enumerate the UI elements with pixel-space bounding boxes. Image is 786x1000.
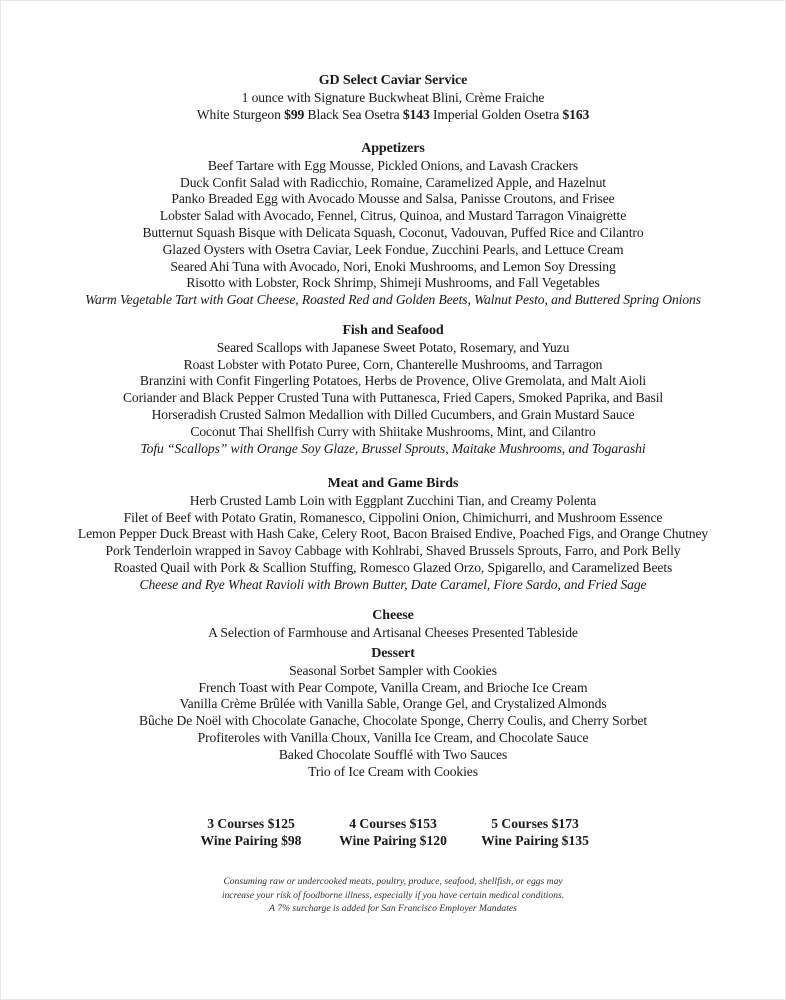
meat-section xyxy=(1,476,785,594)
caviar-description: 1 ounce with Signature Buckwheat Blini, Crème Fraiche xyxy=(241,89,545,105)
menu-item: Pork Tenderloin wrapped in Savoy Cabbage with Kohlrabi, Shaved Brussels Sprouts, Farro, and Pork Belly xyxy=(105,543,681,559)
fish-section xyxy=(1,323,785,457)
menu-item: Panko Breaded Egg with Avocado Mousse and Salsa, Panisse Croutons, and Frisee xyxy=(171,191,615,207)
menu-item: Seasonal Sorbet Sampler with Cookies xyxy=(289,662,497,678)
caviar-options xyxy=(1,107,785,124)
section-title: GD Select Caviar Service xyxy=(318,73,468,88)
wine-pairing-price: Wine Pairing $98 xyxy=(200,832,302,848)
section-title: Meat and Game Birds xyxy=(327,476,459,491)
menu-item: Coriander and Black Pepper Crusted Tuna with Puttanesca, Fried Capers, Smoked Paprika, and Basil xyxy=(122,390,664,406)
caviar-option-name: Black Sea Osetra xyxy=(307,106,400,122)
vegetarian-menu-item: Tofu “Scallops” with Orange Soy Glaze, Brussel Sprouts, Maitake Mushrooms, and Togarashi xyxy=(140,440,646,456)
menu-item: Beef Tartare with Egg Mousse, Pickled Onions, and Lavash Crackers xyxy=(207,157,579,173)
section-title: Appetizers xyxy=(361,141,425,156)
vegetarian-menu-item: Cheese and Rye Wheat Ravioli with Brown Butter, Date Caramel, Fiore Sardo, and Fried Sage xyxy=(139,576,647,592)
prix-fixe-prices xyxy=(1,816,785,849)
courses-price: 5 Courses $173 xyxy=(491,816,579,831)
menu-item: Duck Confit Salad with Radicchio, Romaine, Caramelized Apple, and Hazelnut xyxy=(180,174,606,190)
menu-item: Filet of Beef with Potato Gratin, Romanesco, Cippolini Onion, Chimichurri, and Mushroom Essence xyxy=(123,509,663,525)
menu-item: Coconut Thai Shellfish Curry with Shiitake Mushrooms, Mint, and Cilantro xyxy=(190,423,596,439)
price-option xyxy=(180,816,322,849)
menu-item: Lobster Salad with Avocado, Fennel, Citrus, Quinoa, and Mustard Tarragon Vinaigrette xyxy=(159,208,627,224)
caviar-option-price: $143 xyxy=(402,106,430,122)
disclaimer-line: Consuming raw or undercooked meats, poultry, produce, seafood, shellfish, or eggs may xyxy=(223,876,563,887)
menu-item: A Selection of Farmhouse and Artisanal Cheeses Presented Tableside xyxy=(208,624,578,640)
menu-item: Bûche De Noël with Chocolate Ganache, Chocolate Sponge, Cherry Coulis, and Cherry Sorbet xyxy=(138,713,647,729)
menu-item: Butternut Squash Bisque with Delicata Squash, Coconut, Vadouvan, Puffed Rice and Cilantro xyxy=(142,224,644,240)
section-title: Dessert xyxy=(371,646,415,661)
menu-item: Horseradish Crusted Salmon Medallion with Dilled Cucumbers, and Grain Mustard Sauce xyxy=(151,406,635,422)
menu-item: Roasted Quail with Pork & Scallion Stuffing, Romesco Glazed Orzo, Spigarello, and Caramelized Beets xyxy=(113,559,673,575)
menu-item: Glazed Oysters with Osetra Caviar, Leek Fondue, Zucchini Pearls, and Lettuce Cream xyxy=(162,241,624,257)
caviar-section xyxy=(1,73,785,123)
caviar-option-name: White Sturgeon xyxy=(196,106,281,122)
appetizers-section xyxy=(1,141,785,309)
caviar-option-price: $163 xyxy=(562,106,590,122)
menu-item: Risotto with Lobster, Rock Shrimp, Shimeji Mushrooms, and Fall Vegetables xyxy=(186,275,600,291)
menu-item: Seared Ahi Tuna with Avocado, Nori, Enoki Mushrooms, and Lemon Soy Dressing xyxy=(170,258,616,274)
caviar-option-name: Imperial Golden Osetra xyxy=(432,106,560,122)
dessert-section xyxy=(1,646,785,780)
disclaimer xyxy=(1,875,785,916)
surcharge-note: A 7% surcharge is added for San Francisco Employer Mandates xyxy=(269,903,517,914)
menu-item: Lemon Pepper Duck Breast with Hash Cake, Celery Root, Bacon Braised Endive, Poached Figs, and Orange Chutney xyxy=(77,526,709,542)
menu-item: Seared Scallops with Japanese Sweet Potato, Rosemary, and Yuzu xyxy=(216,339,570,355)
courses-price: 3 Courses $125 xyxy=(207,816,295,831)
caviar-option-price: $99 xyxy=(284,106,305,122)
vegetarian-menu-item: Warm Vegetable Tart with Goat Cheese, Roasted Red and Golden Beets, Walnut Pesto, and Buttered Spring Onions xyxy=(85,292,701,308)
disclaimer-line: increase your risk of foodborne illness, especially if you have certain medical conditions. xyxy=(221,889,565,901)
menu-item: French Toast with Pear Compote, Vanilla Cream, and Brioche Ice Cream xyxy=(198,679,588,695)
menu-item: Herb Crusted Lamb Loin with Eggplant Zucchini Tian, and Creamy Polenta xyxy=(189,492,597,508)
cheese-section xyxy=(1,608,785,642)
courses-price: 4 Courses $153 xyxy=(349,816,437,831)
wine-pairing-price: Wine Pairing $135 xyxy=(481,832,589,848)
menu-item: Profiteroles with Vanilla Choux, Vanilla Ice Cream, and Chocolate Sauce xyxy=(197,729,589,745)
wine-pairing-price: Wine Pairing $120 xyxy=(339,832,447,848)
section-title: Fish and Seafood xyxy=(342,323,444,338)
menu-item: Vanilla Crème Brûlée with Vanilla Sable, Orange Gel, and Crystalized Almonds xyxy=(179,696,607,712)
price-option xyxy=(464,816,606,849)
menu-item: Roast Lobster with Potato Puree, Corn, Chanterelle Mushrooms, and Tarragon xyxy=(183,356,603,372)
menu-item: Branzini with Confit Fingerling Potatoes, Herbs de Provence, Olive Gremolata, and Malt Aioli xyxy=(139,373,647,389)
menu-item: Trio of Ice Cream with Cookies xyxy=(308,763,478,779)
price-option xyxy=(322,816,464,849)
menu-item: Baked Chocolate Soufflé with Two Sauces xyxy=(278,746,508,762)
section-title: Cheese xyxy=(372,608,414,623)
